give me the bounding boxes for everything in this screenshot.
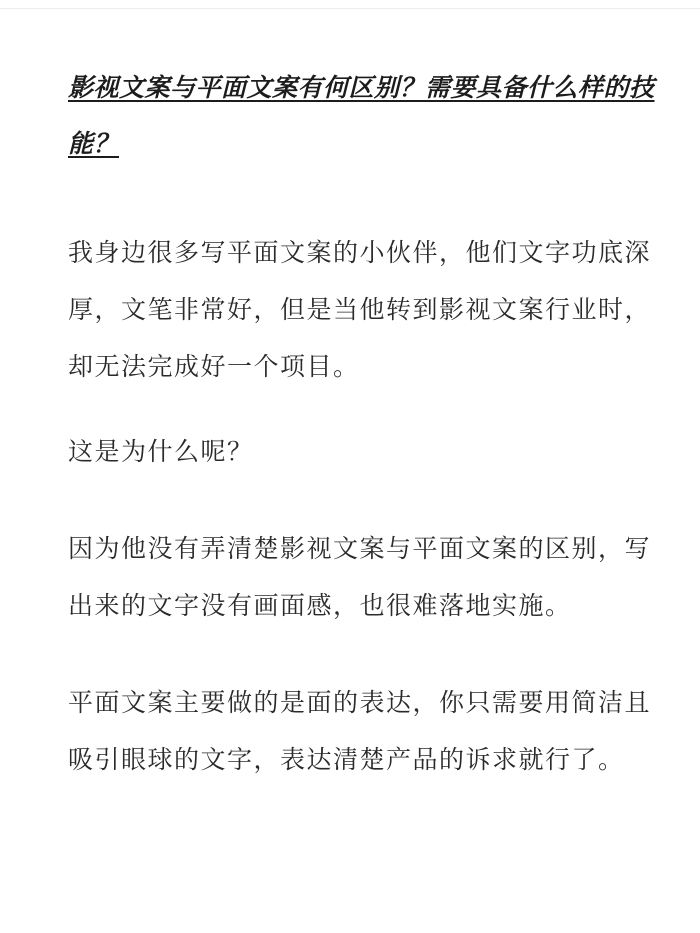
top-divider [0, 8, 700, 9]
article-title: 影视文案与平面文案有何区别？需要具备什么样的技能？ [68, 73, 655, 158]
paragraph-2: 这是为什么呢？ [68, 437, 254, 466]
paragraph-3: 因为他没有弄清楚影视文案与平面文案的区别，写出来的文字没有画面感，也很难落地实施。 [68, 534, 652, 620]
article-body [68, 60, 658, 788]
paragraph-1: 我身边很多写平面文案的小伙伴，他们文字功底深厚，文笔非常好，但是当他转到影视文案行业时，却无法完成好一个项目。 [68, 238, 652, 381]
paragraph-4: 平面文案主要做的是面的表达，你只需要用简洁且吸引眼球的文字，表达清楚产品的诉求就行了。 [68, 688, 652, 774]
